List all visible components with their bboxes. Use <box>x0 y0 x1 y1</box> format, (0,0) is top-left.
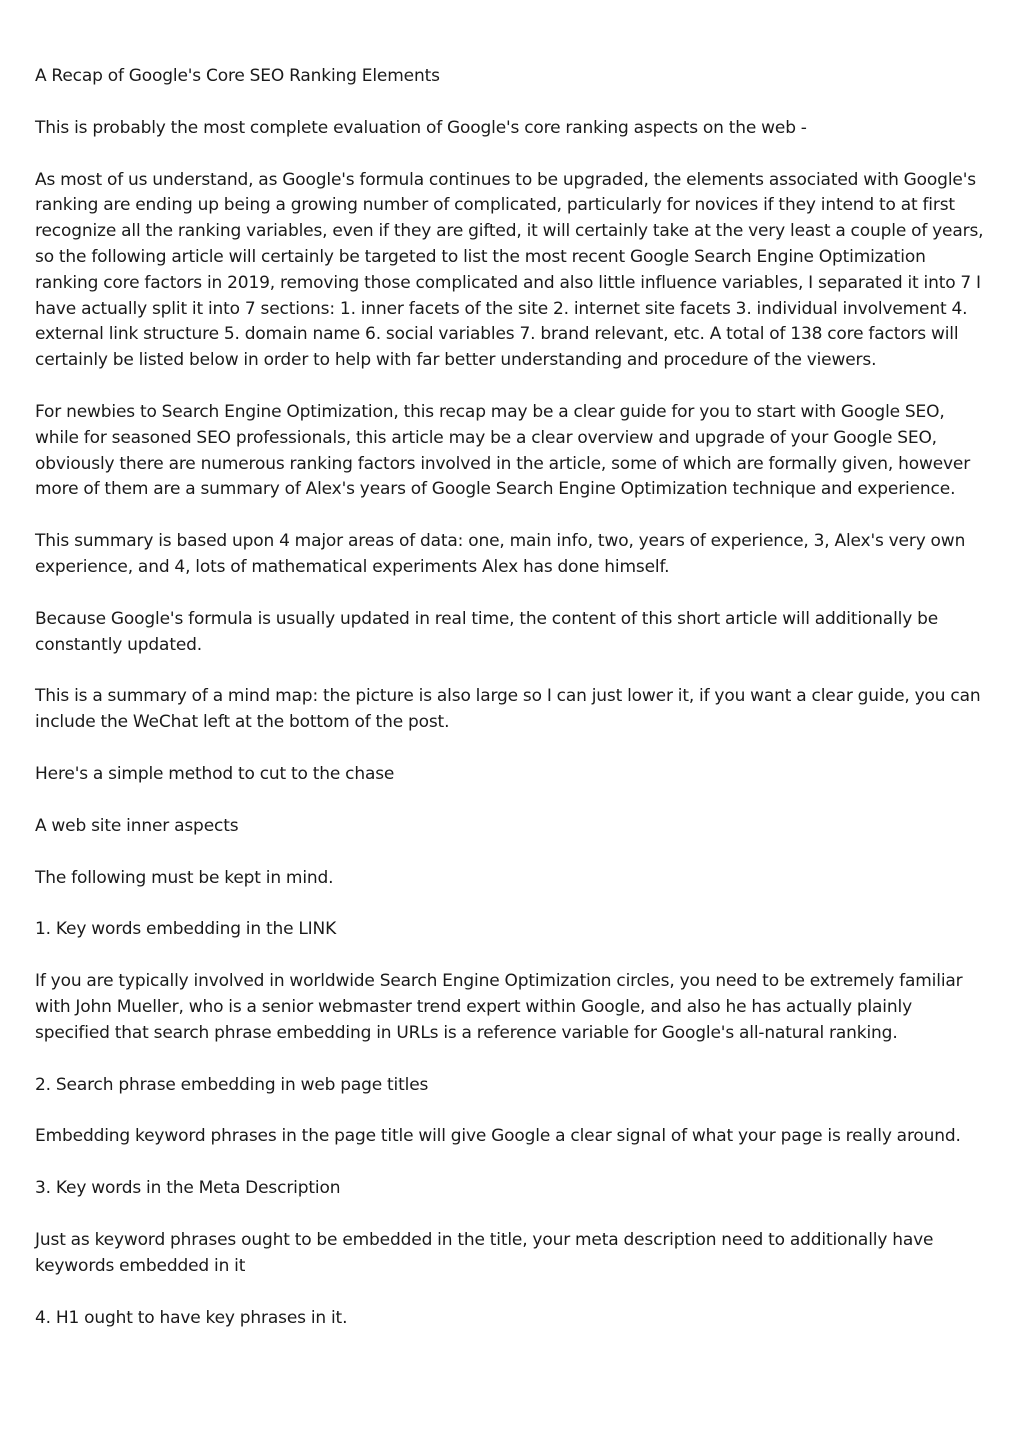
factor-body-1: If you are typically involved in worldwide Search Engine Optimization circles, you need to be extremely familiar with John Mueller, who is a senior webmaster trend expert within Google, and also he has actually plainly specified that search phrase embedding in URLs is a reference variable for Google's all-natural ranking. <box>35 971 963 1043</box>
updates-paragraph: Because Google's formula is usually updated in real time, the content of this short article will additionally be constantly updated. <box>35 608 939 655</box>
audience-paragraph: For newbies to Search Engine Optimization, this recap may be a clear guide for you to start with Google SEO, while for seasoned SEO professionals, this article may be a clear overview and upgrade of your Google SEO, obviously there are numerous ranking factors involved in the article, some of which are formally given, however more of them are a summary of Alex's years of Google Search Engine Optimization technique and experience. <box>35 401 971 500</box>
mind-map-paragraph: This is a summary of a mind map: the picture is also large so I can just lower it, if you want a clear guide, you can include the WeChat left at the bottom of the post. <box>35 686 981 733</box>
article-title: A Recap of Google's Core SEO Ranking Elements <box>35 66 440 86</box>
factor-heading-2: 2. Search phrase embedding in web page titles <box>35 1074 429 1095</box>
data-sources-paragraph: This summary is based upon 4 major areas of data: one, main info, two, years of experience, 3, Alex's very own experience, and 4, lots of mathematical experiments Alex has done himself. <box>35 531 966 577</box>
overview-paragraph: As most of us understand, as Google's formula continues to be upgraded, the elements associated with Google's ranking are ending up being a growing number of complicated, particularly for novices if they intend to at first recognize all the ranking variables, even if they are gifted, it will certainly take at the very least a couple of years, so the following article will certainly be targeted to list the most recent Google Search Engine Optimization ranking core factors in 2019, removing those complicated and also little influence variables, I separated it into 7 I have actually split it into 7 sections: 1. inner facets of the site 2. internet site facets 3. individual involvement 4. external link structure 5. domain name 6. social variables 7. brand relevant, etc. A total of 138 core factors will certainly be listed below in order to help with far better understanding and procedure of the viewers. <box>35 169 984 371</box>
intro-paragraph: This is probably the most complete evaluation of Google's core ranking aspects on the web - <box>35 117 807 138</box>
factor-heading-1: 1. Key words embedding in the LINK <box>35 919 337 940</box>
keep-in-mind-paragraph: The following must be kept in mind. <box>35 867 334 888</box>
factor-body-2: Embedding keyword phrases in the page title will give Google a clear signal of what your page is really around. <box>35 1126 961 1147</box>
factor-heading-4: 4. H1 ought to have key phrases in it. <box>35 1307 348 1328</box>
factor-body-3: Just as keyword phrases ought to be embedded in the title, your meta description need to additionally have keywords embedded in it <box>35 1229 934 1276</box>
section-heading: A web site inner aspects <box>35 815 239 836</box>
chase-paragraph: Here's a simple method to cut to the chase <box>35 763 395 784</box>
factor-heading-3: 3. Key words in the Meta Description <box>35 1178 341 1199</box>
